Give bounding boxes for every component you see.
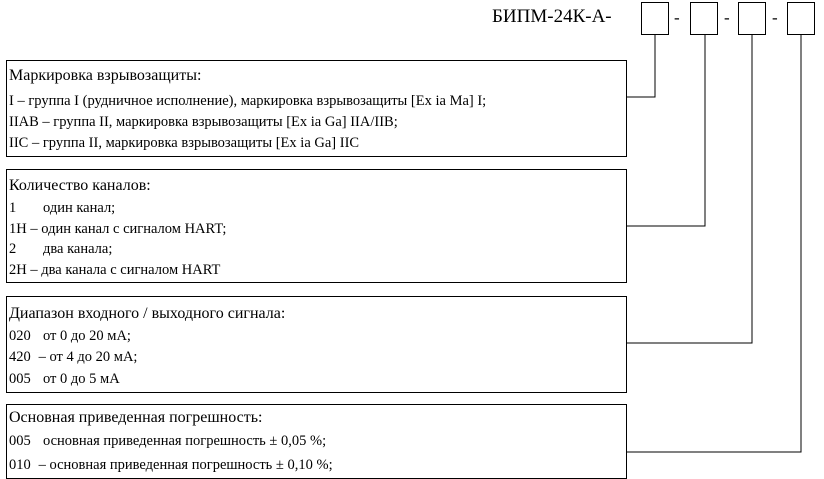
signal-range-item <box>9 349 137 366</box>
channels-item <box>9 221 226 238</box>
accuracy-text: – основная приведенная погрешность ± 0,10 %; <box>38 457 333 473</box>
signal-range-text: – от 4 до 20 мА; <box>38 349 138 365</box>
channels-item <box>9 200 115 217</box>
channels-title: Количество каналов: <box>9 177 151 194</box>
channels-code: 2H <box>9 262 27 278</box>
code-separator: - <box>674 8 680 27</box>
accuracy-code: 010 <box>9 457 31 473</box>
connector-signal-range <box>627 35 752 343</box>
explosion-protection-item: I – группа I (рудничное исполнение), маркировка взрывозащиты [Ex ia Ma] I; <box>9 93 487 109</box>
channels-code: 1 <box>9 200 17 216</box>
signal-range-item <box>9 328 131 345</box>
signal-range-item <box>9 371 120 388</box>
channels-text: – один канал с сигналом HART; <box>30 221 227 237</box>
channels-code: 1H <box>9 221 27 237</box>
code-separator: - <box>772 8 778 27</box>
explosion-protection-box <box>6 60 627 157</box>
accuracy-item <box>9 433 326 450</box>
signal-range-code: 420 <box>9 349 31 365</box>
signal-range-code: 005 <box>9 371 31 387</box>
accuracy-box <box>6 404 627 479</box>
code-separator: - <box>724 8 730 27</box>
accuracy-code: 005 <box>9 433 31 449</box>
connector-explosion-protection <box>627 35 655 97</box>
explosion-protection-title: Маркировка взрывозащиты: <box>9 67 202 84</box>
signal-range-code: 020 <box>9 328 31 344</box>
explosion-protection-item: IIAB – группа II, маркировка взрывозащиты [Ex ia Ga] IIA/IIB; <box>9 114 398 130</box>
channels-text: один канал; <box>43 200 116 216</box>
signal-range-title: Диапазон входного / выходного сигнала: <box>9 305 286 322</box>
accuracy-text: основная приведенная погрешность ± 0,05 %; <box>43 433 327 449</box>
accuracy-item <box>9 457 333 474</box>
signal-range-box <box>6 296 627 393</box>
channels-item <box>9 241 112 258</box>
connector-channels <box>627 35 705 226</box>
channels-box <box>6 169 627 283</box>
channels-text: два канала; <box>43 241 113 257</box>
explosion-protection-item: IIC – группа II, маркировка взрывозащиты [Ex ia Ga] IIC <box>9 135 360 151</box>
channels-text: – два канала с сигналом HART <box>30 262 221 278</box>
signal-range-text: от 0 до 5 мА <box>43 371 120 387</box>
channels-item <box>9 262 220 279</box>
signal-range-text: от 0 до 20 мА; <box>43 328 131 344</box>
connector-accuracy <box>627 35 801 452</box>
accuracy-title: Основная приведенная погрешность: <box>9 409 263 426</box>
channels-code: 2 <box>9 241 17 257</box>
order-code-prefix: БИПМ-24К-А- <box>492 6 612 27</box>
